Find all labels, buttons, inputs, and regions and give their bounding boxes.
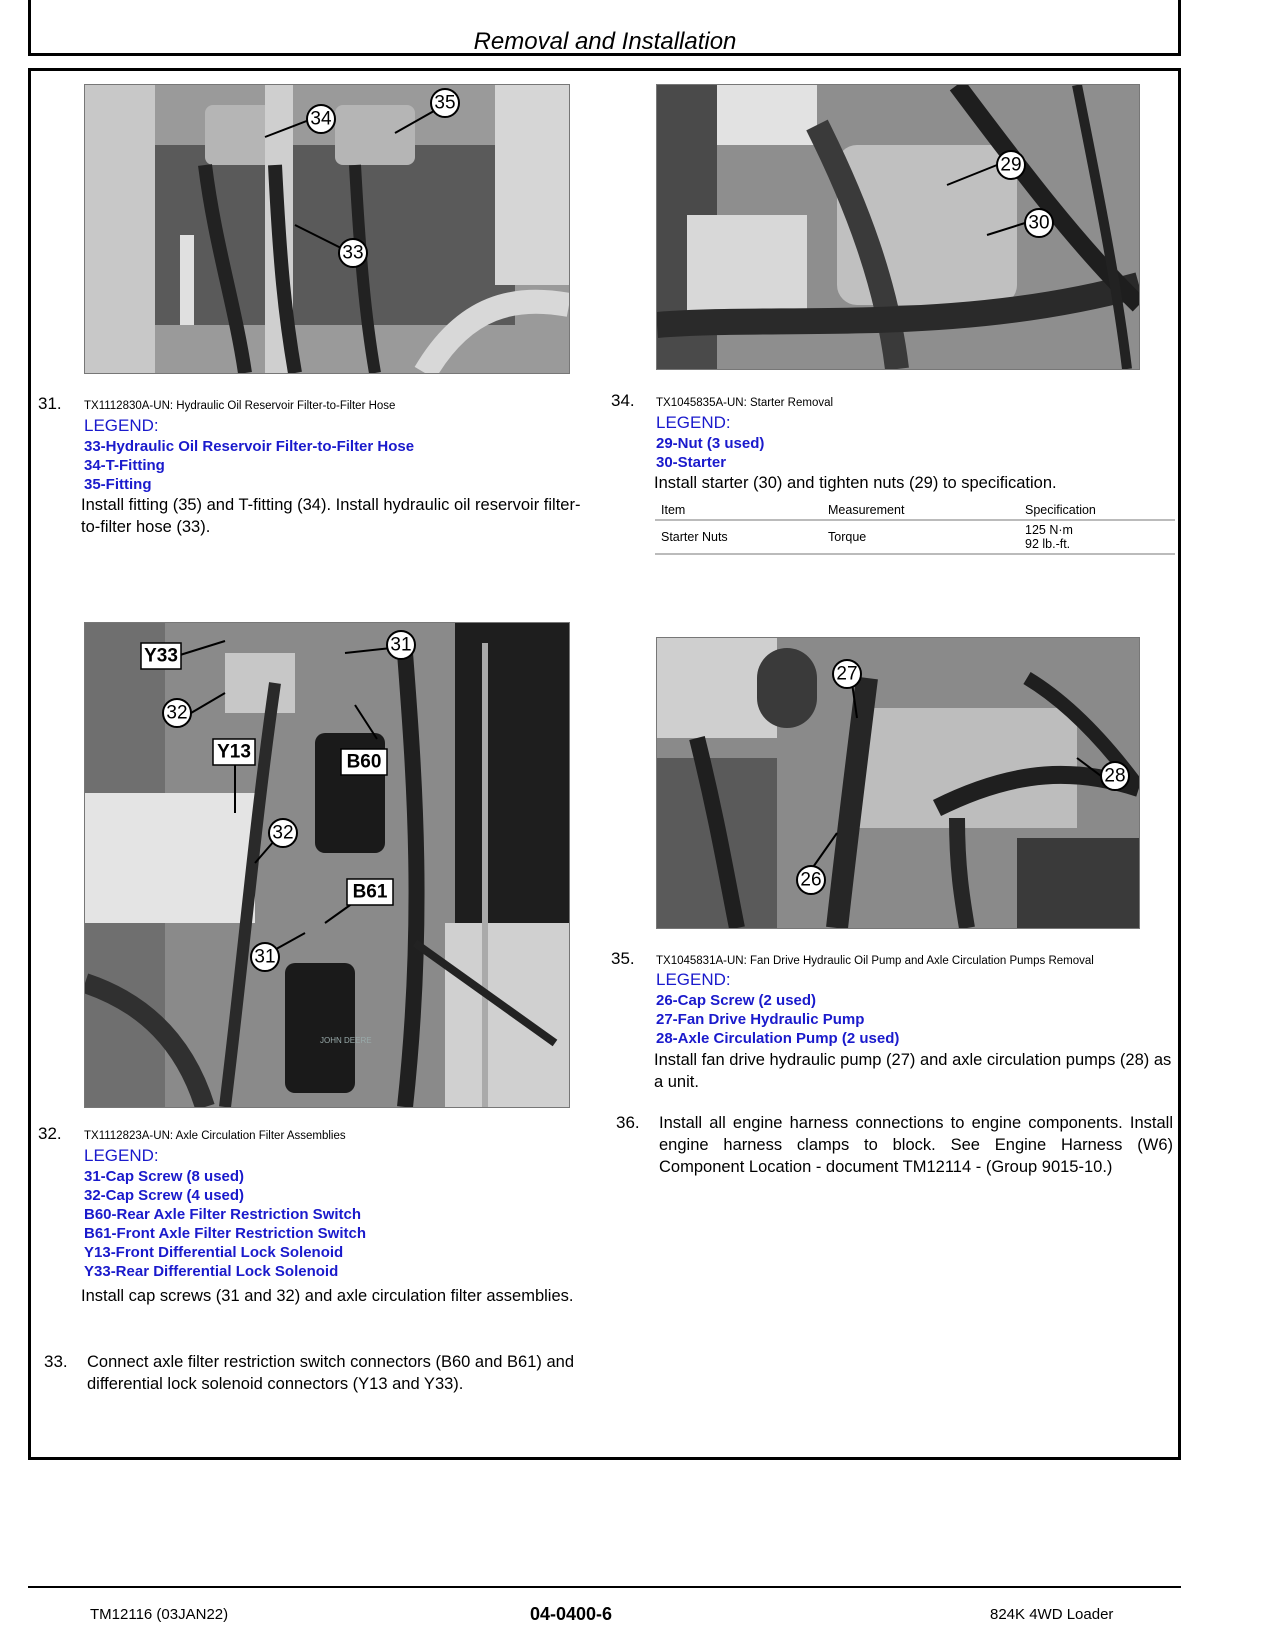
svg-text:34: 34 [310,108,332,130]
step-34-caption: TX1045835A-UN: Starter Removal [656,397,834,409]
legend-item: 32-Cap Screw (4 used) [84,1187,245,1204]
box-label-y13 [213,739,255,765]
callout-26 [797,866,825,894]
callout-29 [997,151,1025,179]
legend-item: 27-Fan Drive Hydraulic Pump [656,1011,865,1028]
step-31-text: Install fitting (35) and T-fitting (34). Install hydraulic oil reservoir filter-to-filter hose (33). [81,496,581,536]
box-label-b61 [347,879,393,905]
step-32-text: Install cap screws (31 and 32) and axle circulation filter assemblies. [81,1287,574,1305]
svg-text:32: 32 [272,822,294,844]
step-35-legend-heading: LEGEND: [656,970,731,989]
legend-item: 29-Nut (3 used) [656,435,765,452]
callout-33 [339,239,367,267]
photo-axle-circulation-filters [84,622,570,1108]
legend-item: 31-Cap Screw (8 used) [84,1168,245,1185]
spec-header-specification: Specification [1019,502,1175,520]
step-32-legend [84,1167,366,1281]
footer-machine-name: 824K 4WD Loader [990,1606,1114,1623]
step-31-legend [84,437,414,494]
callout-31-bottom [251,943,279,971]
step-32-number: 32. [38,1124,62,1143]
callout-34 [307,105,335,133]
step-31-caption: TX1112830A-UN: Hydraulic Oil Reservoir Filter-to-Filter Hose [84,400,396,412]
svg-text:30: 30 [1028,212,1050,234]
step-32-legend-heading: LEGEND: [84,1146,159,1165]
page-title: Removal and Installation [473,28,737,55]
spec-table [655,502,1175,555]
callout-35 [431,89,459,117]
step-34-number: 34. [611,391,635,410]
spec-header-item: Item [655,502,822,520]
svg-text:Y13: Y13 [217,741,251,763]
callout-27 [833,660,861,688]
svg-text:27: 27 [836,663,858,685]
spec-cell-measurement: Torque [822,520,1019,554]
legend-item: Y33-Rear Differential Lock Solenoid [84,1263,339,1280]
legend-item: 34-T-Fitting [84,457,165,474]
legend-item: B60-Rear Axle Filter Restriction Switch [84,1206,362,1223]
step-35-legend [656,991,899,1048]
legend-item: 28-Axle Circulation Pump (2 used) [656,1030,900,1047]
svg-text:B61: B61 [352,881,388,903]
photo-fan-drive-pump [656,637,1140,929]
legend-item: 26-Cap Screw (2 used) [656,992,817,1009]
svg-text:32: 32 [166,702,188,724]
step-33-number: 33. [44,1352,68,1371]
step-34-text: Install starter (30) and tighten nuts (29) to specification. [654,474,1057,492]
svg-text:Y33: Y33 [144,645,178,667]
step-31-legend-heading: LEGEND: [84,416,159,435]
spec-value-imperial: 92 lb.-ft. [1025,537,1071,551]
step-34-legend-heading: LEGEND: [656,413,731,432]
svg-text:31: 31 [390,634,412,656]
svg-text:33: 33 [342,242,364,264]
step-31-number: 31. [38,394,62,413]
spec-header-measurement: Measurement [822,502,1019,520]
photo-hydraulic-filter-hose [84,84,570,374]
spec-table-header-row [655,502,1175,520]
callout-30 [1025,209,1053,237]
spec-value-metric: 125 N·m [1025,523,1073,537]
spec-cell-specification [1019,520,1175,554]
box-label-b60 [341,749,387,775]
step-34-legend [656,434,764,472]
footer-page-number: 04-0400-6 [530,1604,613,1624]
svg-text:29: 29 [1000,154,1022,176]
callout-32-top [163,699,191,727]
footer-rule [28,1586,1181,1588]
legend-item: 35-Fitting [84,476,152,493]
svg-text:26: 26 [800,869,822,891]
step-36-number: 36. [616,1113,640,1132]
box-label-y33 [141,643,181,669]
step-33-text: Connect axle filter restriction switch connectors (B60 and B61) and differential lock solenoid connectors (Y13 and Y33). [87,1353,574,1393]
legend-item: B61-Front Axle Filter Restriction Switch [84,1225,366,1242]
table-row [655,520,1175,554]
legend-item: Y13-Front Differential Lock Solenoid [84,1244,344,1261]
callout-32-mid [269,819,297,847]
svg-text:35: 35 [434,92,456,114]
filter-decal-text: JOHN DEERE [320,1036,372,1045]
footer-document-id: TM12116 (03JAN22) [90,1606,229,1623]
step-32-caption: TX1112823A-UN: Axle Circulation Filter Assemblies [84,1130,346,1142]
svg-text:B60: B60 [346,751,382,773]
svg-text:31: 31 [254,946,276,968]
spec-cell-item: Starter Nuts [655,520,822,554]
callout-28 [1101,762,1129,790]
svg-text:28: 28 [1104,765,1126,787]
step-36-text: Install all engine harness connections to engine components. Install engine harness clamps to block. See Engine Harness (W6) Component Location - document TM12114 - (Group 9015-10.) [659,1114,1173,1176]
step-35-text: Install fan drive hydraulic pump (27) and axle circulation pumps (28) as a unit. [654,1051,1172,1091]
step-35-number: 35. [611,949,635,968]
photo-starter [656,84,1140,370]
legend-item: 30-Starter [656,454,727,471]
callout-31-top [387,631,415,659]
step-35-caption: TX1045831A-UN: Fan Drive Hydraulic Oil Pump and Axle Circulation Pumps Removal [656,955,1094,967]
legend-item: 33-Hydraulic Oil Reservoir Filter-to-Filter Hose [84,438,415,455]
